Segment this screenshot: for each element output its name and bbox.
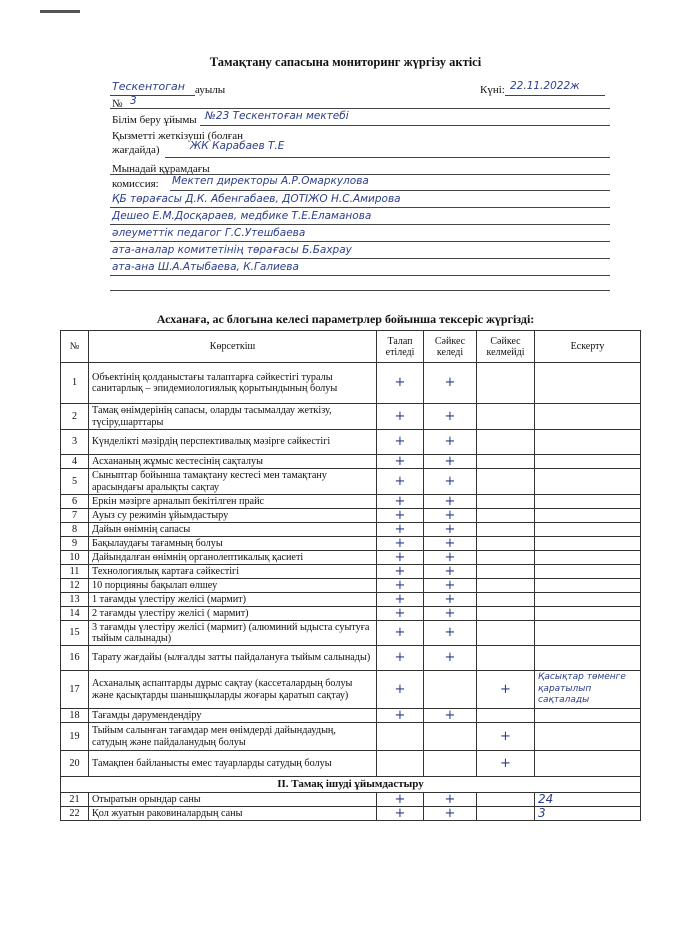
row-required-mark [377,751,424,777]
no-label: № [112,98,123,110]
header-no: № [61,331,89,363]
row-required-mark: + [377,593,424,607]
commission-rule-4 [110,241,610,242]
row-complies-mark: + [424,430,477,455]
row-indicator: Тарату жағдайы (ылғалды затты пайдалануға тыйым салынады) [89,646,377,671]
row-number: 13 [61,593,89,607]
table-row [61,579,641,593]
row-indicator: Тағамды дәрумендендіру [89,709,377,723]
row-not-complies-mark [477,469,535,495]
header-required: Талап етіледі [377,331,424,363]
row-required-mark: + [377,671,424,709]
village-label: ауылы [195,84,226,96]
row-number: 18 [61,709,89,723]
row-number: 4 [61,455,89,469]
row-required-mark: + [377,455,424,469]
row-complies-mark: + [424,363,477,404]
row-required-mark: + [377,469,424,495]
row-required-mark: + [377,565,424,579]
supplier-rule [165,157,610,158]
row-complies-mark: + [424,455,477,469]
table-row [61,523,641,537]
header-indicator: Көрсеткіш [89,331,377,363]
row-not-complies-mark [477,646,535,671]
row-not-complies-mark [477,509,535,523]
row-note [535,593,641,607]
school-value: №23 Тескентоған мектебі [205,110,349,122]
row-not-complies-mark [477,537,535,551]
table-row [61,509,641,523]
row-indicator: Қол жуатын раковиналардың саны [89,807,377,821]
row-required-mark: + [377,579,424,593]
commission-line-3: Дешео Е.М.Досқараев, медбике Т.Е.Еламанова [112,210,372,222]
row-complies-mark: + [424,537,477,551]
row-complies-mark: + [424,807,477,821]
table-row [61,430,641,455]
row-indicator: Еркін мәзірге арналып бекітілген прайс [89,495,377,509]
row-complies-mark: + [424,709,477,723]
row-required-mark: + [377,793,424,807]
row-note [535,709,641,723]
row-number: 12 [61,579,89,593]
supplier-label-1: Қызметті жеткізуші (болған [112,130,244,142]
row-indicator: Отыратын орындар саны [89,793,377,807]
commission-line-5: ата-аналар комитетінің төрағасы Б.Бахрау [112,244,352,256]
row-number: 19 [61,723,89,751]
commission-rule-1 [170,190,610,191]
commission-label-2: комиссия: [112,178,159,190]
row-required-mark: + [377,404,424,430]
row-not-complies-mark: + [477,751,535,777]
row-note [535,430,641,455]
row-number: 1 [61,363,89,404]
row-note [535,537,641,551]
row-required-mark: + [377,537,424,551]
row-required-mark: + [377,551,424,565]
table-row [61,469,641,495]
row-note [535,551,641,565]
row-required-mark: + [377,807,424,821]
row-not-complies-mark [477,551,535,565]
row-note [535,565,641,579]
table-row [61,621,641,646]
table-row [61,709,641,723]
row-number: 20 [61,751,89,777]
row-note [535,455,641,469]
row-note [535,363,641,404]
row-not-complies-mark [477,565,535,579]
table-row [61,751,641,777]
row-complies-mark: + [424,593,477,607]
commission-rule-3 [110,224,610,225]
row-complies-mark: + [424,404,477,430]
row-not-complies-mark [477,807,535,821]
row-complies-mark: + [424,579,477,593]
row-required-mark: + [377,709,424,723]
row-not-complies-mark [477,523,535,537]
row-not-complies-mark [477,621,535,646]
row-indicator: Асхананың жұмыс кестесінің сақталуы [89,455,377,469]
row-number: 21 [61,793,89,807]
row-required-mark [377,723,424,751]
row-not-complies-mark [477,430,535,455]
table-row [61,495,641,509]
row-indicator: 1 тағамды үлестіру желісі (мармит) [89,593,377,607]
row-number: 22 [61,807,89,821]
scan-mark [40,10,80,13]
row-note [535,495,641,509]
row-note [535,646,641,671]
row-complies-mark: + [424,523,477,537]
row-note: Қасықтар төменге қаратылып сақталады [535,671,641,709]
row-required-mark: + [377,646,424,671]
row-number: 5 [61,469,89,495]
row-required-mark: + [377,430,424,455]
table-row [61,593,641,607]
row-note [535,509,641,523]
no-rule [110,108,610,109]
row-note [535,621,641,646]
supplier-label-2: жағдайда) [112,144,160,156]
row-complies-mark: + [424,793,477,807]
row-number: 16 [61,646,89,671]
row-complies-mark: + [424,495,477,509]
row-number: 10 [61,551,89,565]
table-row [61,404,641,430]
row-indicator: Объектінің қолданыстағы талаптарға сәйкестігі туралы санитарлық – эпидемиологиялық қорытындының болуы [89,363,377,404]
row-complies-mark: + [424,607,477,621]
row-number: 3 [61,430,89,455]
row-indicator: Асханалық аспаптарды дұрыс сақтау (кассеталардың болуы және қасықтарды шанышқыларды жоғары қаратып сақтау) [89,671,377,709]
section-title: II. Тамақ ішуді ұйымдастыру [61,777,641,793]
no-value: 3 [130,95,137,107]
commission-rule-6 [110,275,610,276]
header-not-complies: Сәйкес келмейді [477,331,535,363]
row-not-complies-mark [477,793,535,807]
inspection-table [60,330,641,821]
row-indicator: 3 тағамды үлестіру желісі (мармит) (алюминий ыдыста суытуға тыйым салынады) [89,621,377,646]
row-not-complies-mark [477,455,535,469]
row-indicator: Күнделікті мәзірдің перспективалық мәзірге сәйкестігі [89,430,377,455]
row-indicator: Дайын өнімнің сапасы [89,523,377,537]
header-complies: Сәйкес келеді [424,331,477,363]
commission-rule-7 [110,290,610,291]
table-row [61,793,641,807]
date-value: 22.11.2022ж [510,80,580,92]
table-body [61,363,641,821]
row-indicator: Тамақпен байланысты емес тауарларды сатудың болуы [89,751,377,777]
row-number: 7 [61,509,89,523]
table-row [61,671,641,709]
table-subtitle: Асханаға, ас блогына келесі параметрлер бойынша тексеріс жүргізді: [156,312,535,326]
row-indicator: Тыйым салынған тағамдар мен өнімдерді дайындаудың, сатудың және пайдаланудың болуы [89,723,377,751]
row-indicator: Дайындалған өнімнің органолептикалық қасиеті [89,551,377,565]
row-complies-mark: + [424,621,477,646]
row-indicator: Тамақ өнімдерінің сапасы, оларды тасымалдау жеткізу, түсіру,шарттары [89,404,377,430]
row-note [535,523,641,537]
row-note [535,469,641,495]
row-number: 14 [61,607,89,621]
row-number: 15 [61,621,89,646]
row-note [535,723,641,751]
row-not-complies-mark [477,607,535,621]
row-number: 11 [61,565,89,579]
commission-rule-5 [110,258,610,259]
row-note: 24 [535,793,641,807]
date-rule [505,95,605,96]
row-required-mark: + [377,607,424,621]
row-required-mark: + [377,621,424,646]
table-row [61,537,641,551]
row-complies-mark: + [424,551,477,565]
table-row [61,807,641,821]
row-not-complies-mark: + [477,671,535,709]
row-indicator: Бақылаудағы тағамның болуы [89,537,377,551]
section-row [61,777,641,793]
row-complies-mark [424,671,477,709]
document-title: Тамақтану сапасына мониторинг жүргізу актісі [209,55,482,69]
row-complies-mark: + [424,469,477,495]
row-indicator: 10 порцияны бақылап өлшеу [89,579,377,593]
table-row [61,565,641,579]
row-note [535,607,641,621]
row-not-complies-mark [477,404,535,430]
row-note [535,404,641,430]
date-label: Күні: [480,84,505,96]
row-complies-mark: + [424,646,477,671]
row-note [535,751,641,777]
supplier-value: ЖК Карабаев Т.Е [190,140,285,152]
row-note: 3 [535,807,641,821]
table-row [61,363,641,404]
row-not-complies-mark [477,495,535,509]
row-not-complies-mark: + [477,723,535,751]
commission-rule-2 [110,207,610,208]
row-indicator: Ауыз су режимін ұйымдастыру [89,509,377,523]
school-rule [200,125,610,126]
row-not-complies-mark [477,709,535,723]
row-number: 2 [61,404,89,430]
row-required-mark: + [377,509,424,523]
row-number: 9 [61,537,89,551]
row-indicator: Технологиялық картаға сәйкестігі [89,565,377,579]
commission-label-1: Мынадай құрамдағы [112,163,210,175]
school-label: Білім беру ұйымы [112,114,197,126]
row-required-mark: + [377,363,424,404]
row-complies-mark [424,751,477,777]
table-row [61,646,641,671]
row-indicator: Сыныптар бойынша тамақтану кестесі мен тамақтану арасындағы аралықты сақтау [89,469,377,495]
row-required-mark: + [377,495,424,509]
village-value: Тескентоган [112,80,185,93]
row-complies-mark: + [424,565,477,579]
village-rule [110,95,195,96]
row-indicator: 2 тағамды үлестіру желісі ( мармит) [89,607,377,621]
row-required-mark: + [377,523,424,537]
row-not-complies-mark [477,593,535,607]
table-row [61,607,641,621]
table-header-row [61,331,641,363]
row-not-complies-mark [477,579,535,593]
header-note: Ескерту [535,331,641,363]
table-row [61,455,641,469]
row-complies-mark: + [424,509,477,523]
commission-line-2: ҚБ төрағасы Д.К. Абенгабаев, ДОТІЖО Н.С.Амирова [112,193,401,205]
row-number: 6 [61,495,89,509]
commission-line-6: ата-ана Ш.А.Атыбаева, К.Галиева [112,261,299,273]
row-number: 17 [61,671,89,709]
table-row [61,551,641,565]
row-note [535,579,641,593]
row-complies-mark [424,723,477,751]
commission-line-4: әлеуметтік педагог Г.С.Утешбаева [112,227,306,239]
row-number: 8 [61,523,89,537]
table-row [61,723,641,751]
row-not-complies-mark [477,363,535,404]
commission-line-1: Мектеп директоры А.Р.Омаркулова [172,175,369,187]
